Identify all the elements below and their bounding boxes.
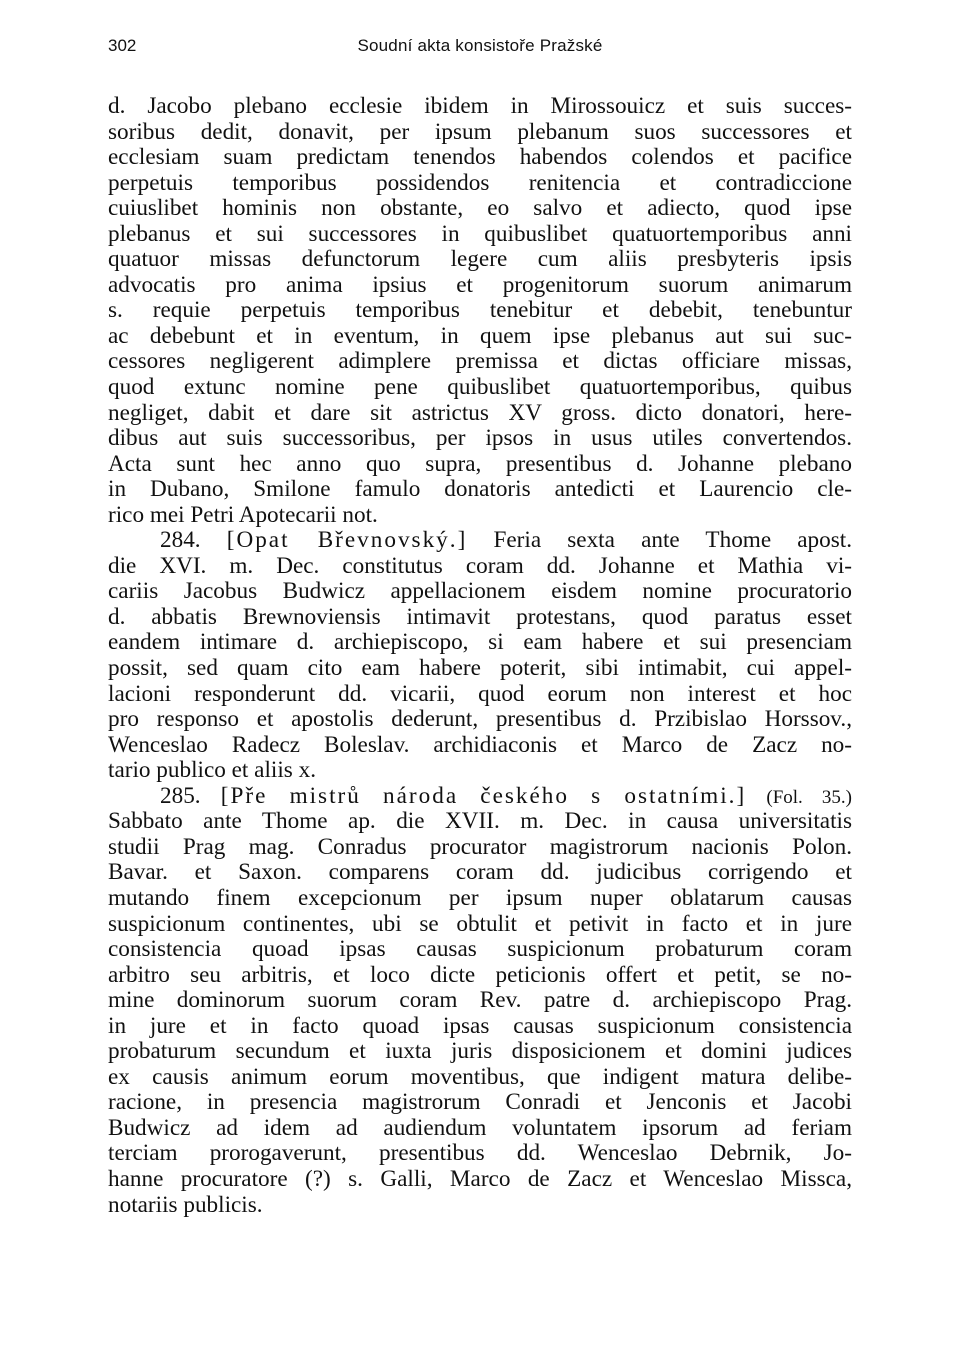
text-line: s. requie perpetuis temporibus tenebitur et debebit, tenebuntur [108, 297, 852, 324]
text-line: Bavar. et Saxon. comparens coram dd. judicibus corrigendo et [108, 859, 852, 886]
text-line: soribus dedit, donavit, per ipsum plebanum suos successores et [108, 118, 852, 145]
body-text [108, 94, 852, 1218]
text-line: negliget, dabit et dare sit astrictus XV gross. dicto donatori, here- [108, 399, 852, 426]
text-line: d. abbatis Brewnoviensis intimavit protestans, quod paratus esset [108, 603, 852, 630]
text-line: suspicionum continentes, ubi se obtulit et petivit in facto et in jure [108, 910, 852, 937]
text-line: eandem intimare d. archiepiscopo, si eam habere et sui presenciam [108, 629, 852, 656]
text-line: ecclesiam suam predictam tenendos habendos colendos et pacifice [108, 144, 852, 171]
text-line: lacioni responderunt dd. vicarii, quod eorum non interest et hoc [108, 680, 852, 707]
text-line: plebanus et sui successores in quibuslibet quatuortemporibus anni [108, 220, 852, 247]
text-line: quod extunc nomine pene quibuslibet quatuortemporibus, quibus [108, 374, 852, 401]
text-line: pro responso et apostolis dederunt, presentibus d. Przibislao Horssov., [108, 706, 852, 733]
running-title: Soudní akta konsistoře Pražské [357, 36, 603, 55]
text-line: perpetuis temporibus possidendos renitencia et contradiccione [108, 169, 852, 196]
page-number: 302 [108, 36, 137, 55]
entry-heading: [Opat Břevnovský.] [226, 527, 468, 554]
text-line: probaturum secundum et iuxta juris disposicionem et domini judices [108, 1038, 852, 1065]
entry-first-line [108, 528, 852, 554]
entry-285 [108, 784, 852, 1218]
entry-number: 285. [160, 782, 201, 809]
text-line: tario publico et aliis x. [108, 757, 316, 784]
text-line: hanne procuratore (?) s. Galli, Marco de Zacz et Wenceslao Missca, [108, 1165, 852, 1192]
text-line: Acta sunt hec anno quo supra, presentibus d. Johanne plebano [108, 450, 852, 477]
text-line: advocatis pro anima ipsius et progenitorum suorum animarum [108, 271, 852, 298]
text-line: notariis publicis. [108, 1191, 263, 1218]
text-line: dibus aut suis successoribus, per ipsos in usus utiles convertendos. [108, 425, 852, 452]
text-line: die XVI. m. Dec. constitutus coram dd. Johanne et Mathia vi- [108, 552, 852, 579]
entry-284 [108, 528, 852, 783]
entry-first-line [108, 784, 852, 810]
text-line: Budwicz ad idem ad audiendum voluntatem ipsorum ad feriam [108, 1114, 852, 1141]
text-line: Wenceslao Radecz Boleslav. archidiaconis et Marco de Zacz no- [108, 731, 852, 758]
text-line: Sabbato ante Thome ap. die XVII. m. Dec. in causa universitatis [108, 808, 852, 835]
text-line: mutando finem excepcionum per ipsum nuper oblatarum causas [108, 884, 852, 911]
entry-first-line-text: Feria sexta ante Thome apost. [493, 527, 853, 554]
text-line: cessores negligerent adimplere premissa et dictas officiare missas, [108, 348, 852, 375]
text-line: cuiuslibet hominis non obstante, eo salvo et adiecto, quod ipse [108, 195, 852, 222]
text-line: consistencia quoad ipsas causas suspicionum probaturum coram [108, 936, 852, 963]
text-line: ac debebunt et in eventum, in quem ipse plebanus aut sui suc- [108, 322, 852, 349]
text-line: in jure et in facto quoad ipsas causas suspicionum consistencia [108, 1012, 852, 1039]
text-line: terciam prorogaverunt, presentibus dd. Wenceslao Debrnik, Jo- [108, 1140, 852, 1167]
text-line: racione, in presencia magistrorum Conradi et Jenconis et Jacobi [108, 1089, 852, 1116]
text-line: quatuor missas defunctorum legere cum aliis presbyteris ipsis [108, 246, 852, 273]
text-line: mine dominorum suorum coram Rev. patre d. archiepiscopo Prag. [108, 987, 852, 1014]
text-line: ex causis animum eorum moventibus, que indigent matura delibe- [108, 1063, 852, 1090]
text-line: possit, sed quam cito eam habere poterit, sibi intimabit, cui appel- [108, 655, 852, 682]
paragraph-continuation [108, 94, 852, 528]
text-line: cariis Jacobus Budwicz appellacionem eisdem nomine procuratorio [108, 578, 852, 605]
page-header [108, 36, 852, 66]
text-line: d. Jacobo plebano ecclesie ibidem in Mirossouicz et suis succes- [108, 93, 852, 119]
text-line: arbitro seu arbitris, et loco dicte peticionis offert et petit, se no- [108, 961, 852, 988]
entry-number: 284. [160, 527, 201, 554]
text-line: studii Prag mag. Conradus procurator magistrorum nacionis Polon. [108, 833, 852, 860]
entry-heading: [Pře mistrů národa českého s ostatními.] [220, 782, 747, 809]
text-line: rico mei Petri Apotecarii not. [108, 501, 378, 528]
folio-reference: (Fol. 35.) [766, 786, 853, 808]
text-line: in Dubano, Smilone famulo donatoris antedicti et Laurencio cle- [108, 476, 852, 503]
